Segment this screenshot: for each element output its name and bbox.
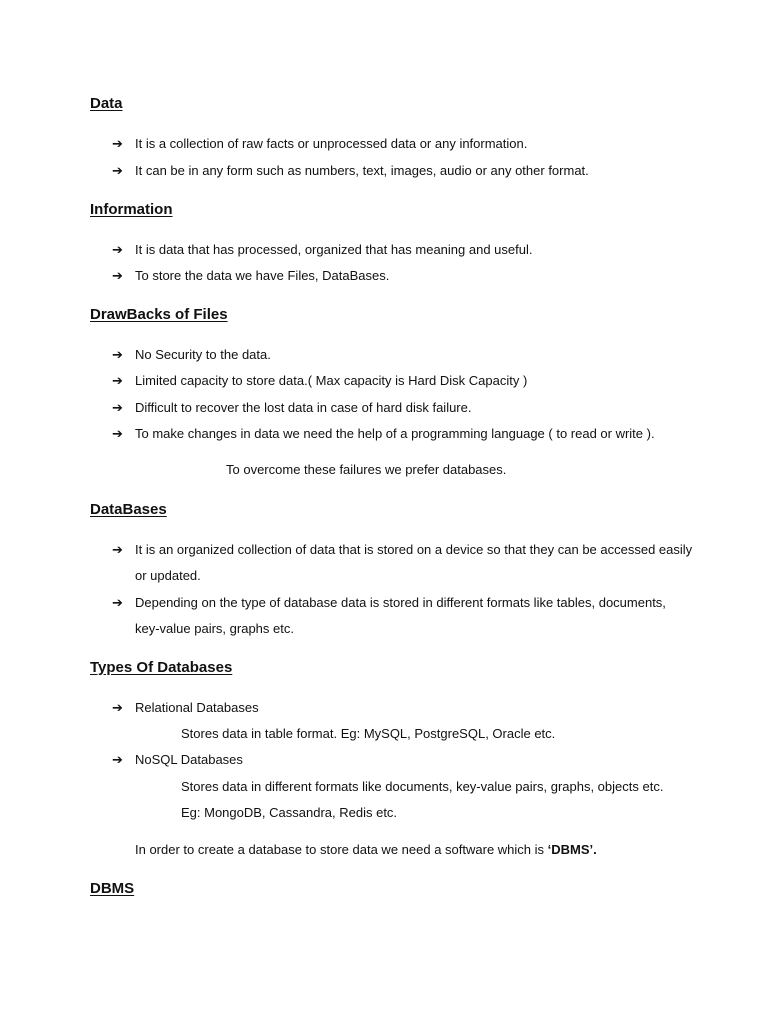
list-item-text: Relational Databases (135, 700, 259, 715)
arrow-right-icon: ➔ (112, 347, 123, 362)
arrow-right-icon: ➔ (112, 268, 123, 283)
list-item-text: It can be in any form such as numbers, text, images, audio or any other format. (135, 163, 589, 178)
heading-drawbacks: DrawBacks of Files (90, 306, 228, 323)
list-item-text: NoSQL Databases (135, 752, 243, 767)
nosql-examples: Eg: MongoDB, Cassandra, Redis etc. (181, 805, 398, 820)
arrow-right-icon: ➔ (112, 426, 123, 441)
list-item-text: It is a collection of raw facts or unprocessed data or any information. (135, 136, 528, 151)
list-item-text: It is data that has processed, organized that has meaning and useful. (135, 242, 533, 257)
list-item-text: To store the data we have Files, DataBases. (135, 268, 390, 283)
dbms-emphasis: ‘DBMS’. (547, 842, 597, 857)
list-item-text: Depending on the type of database data is stored in different formats like tables, documents, (135, 595, 666, 610)
relational-description: Stores data in table format. Eg: MySQL, PostgreSQL, Oracle etc. (181, 726, 556, 741)
list-item-text: To make changes in data we need the help of a programming language ( to read or write ). (135, 426, 655, 441)
conclusion-text: In order to create a database to store data we need a software which is (135, 842, 548, 857)
heading-dbms: DBMS (90, 880, 135, 897)
list-item-text-continued: or updated. (135, 568, 201, 583)
arrow-right-icon: ➔ (112, 595, 123, 610)
list-item-text: It is an organized collection of data that is stored on a device so that they can be accessed easily (135, 542, 693, 557)
list-item-text: No Security to the data. (135, 347, 271, 362)
arrow-right-icon: ➔ (112, 163, 123, 178)
arrow-right-icon: ➔ (112, 400, 123, 415)
conclusion-paragraph (135, 842, 597, 858)
drawbacks-note: To overcome these failures we prefer databases. (226, 462, 507, 477)
list-item-text: Difficult to recover the lost data in case of hard disk failure. (135, 400, 472, 415)
nosql-description: Stores data in different formats like documents, key-value pairs, graphs, objects etc. (181, 779, 664, 794)
arrow-right-icon: ➔ (112, 752, 123, 767)
arrow-right-icon: ➔ (112, 242, 123, 257)
heading-information: Information (90, 201, 173, 218)
arrow-right-icon: ➔ (112, 542, 123, 557)
heading-types-of-databases: Types Of Databases (90, 659, 233, 676)
list-item-text-continued: key-value pairs, graphs etc. (135, 621, 294, 636)
heading-data: Data (90, 95, 123, 112)
arrow-right-icon: ➔ (112, 136, 123, 151)
arrow-right-icon: ➔ (112, 373, 123, 388)
list-item-text: Limited capacity to store data.( Max capacity is Hard Disk Capacity ) (135, 373, 528, 388)
arrow-right-icon: ➔ (112, 700, 123, 715)
heading-databases: DataBases (90, 501, 167, 518)
